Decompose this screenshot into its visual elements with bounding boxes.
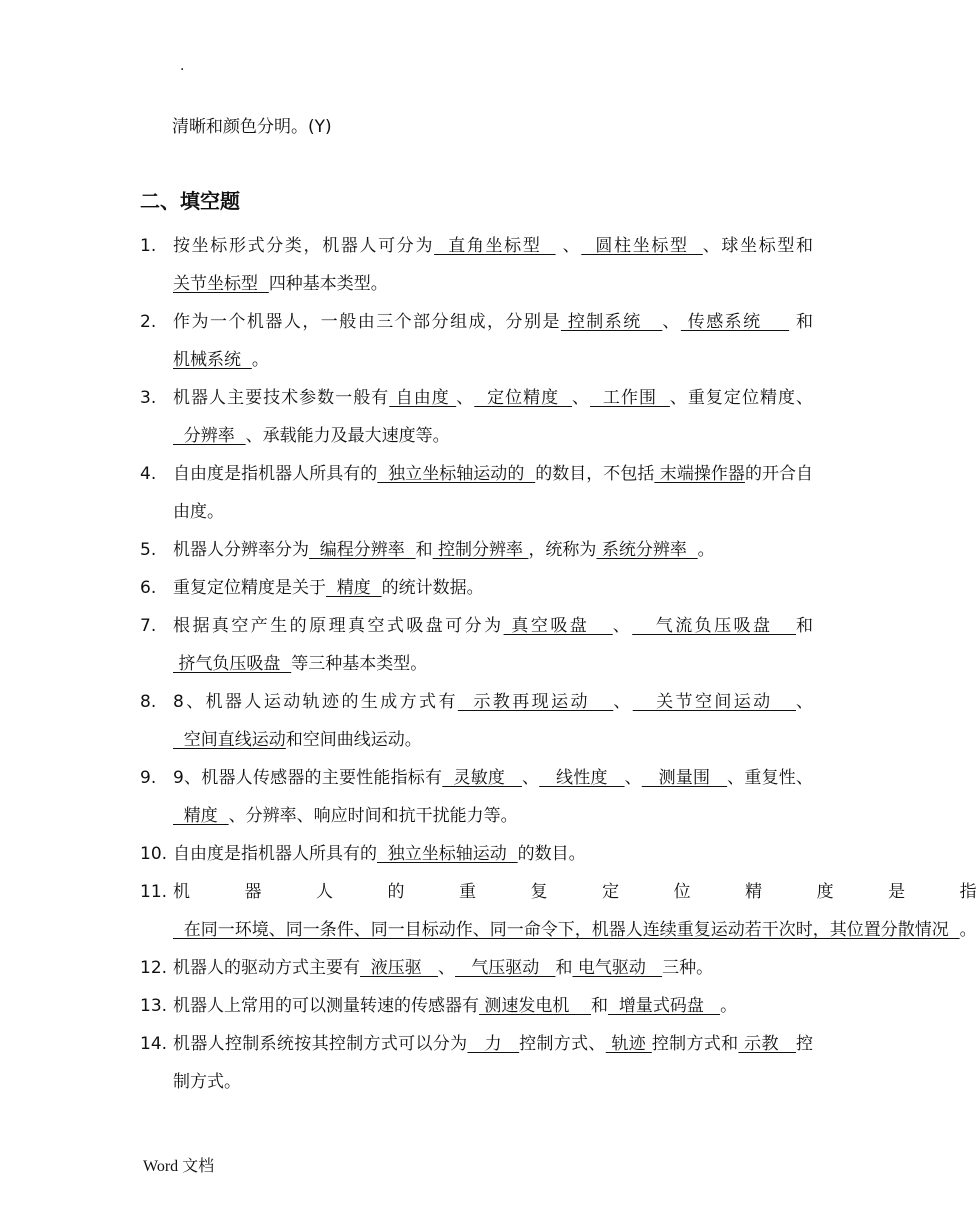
question-fragment: 控制方式和 xyxy=(651,1034,739,1054)
answer-blank: 示教再现运动 xyxy=(457,692,614,712)
question-fragment: 和 xyxy=(555,958,573,978)
answer-blank: 工作围 xyxy=(590,388,670,408)
question-number: 3. xyxy=(140,388,157,408)
question-text xyxy=(173,987,813,1025)
question-fragment: 机器人主要技术参数一般有 xyxy=(173,388,390,408)
question-number: 5. xyxy=(140,540,157,560)
section-heading: 二、填空题 xyxy=(140,189,240,213)
continuation-text: 清晰和颜色分明。(Y) xyxy=(172,117,332,137)
answer-blank: 圆柱坐标型 xyxy=(581,236,703,256)
answer-blank: 测速发电机 xyxy=(479,996,592,1016)
question-text xyxy=(173,1025,813,1101)
question-fragment: 。 xyxy=(959,920,977,940)
question-fragment: 、 xyxy=(456,388,475,408)
question-text xyxy=(173,873,977,949)
question-fragment: 机器人控制系统按其控制方式可以分为 xyxy=(173,1034,468,1054)
answer-blank: 增量式码盘 xyxy=(608,996,721,1016)
answer-blank: 独立坐标轴运动 xyxy=(377,844,518,864)
question-fragment: 按坐标形式分类，机器人可分为 xyxy=(173,236,435,256)
question-fragment: 。 xyxy=(720,996,738,1016)
answer-blank: 关节坐标型 xyxy=(173,274,269,294)
question-fragment: 、 xyxy=(521,768,540,788)
question-fragment: 、重复性、 xyxy=(727,768,813,788)
question-number: 8. xyxy=(140,692,157,712)
question-text xyxy=(173,227,813,303)
question-fragment: 、 xyxy=(624,768,642,788)
question-text xyxy=(173,531,813,569)
question-fragment: 等三种基本类型。 xyxy=(291,654,428,674)
question-item xyxy=(140,949,813,987)
answer-blank: 空间直线运动 xyxy=(173,730,286,750)
question-item xyxy=(140,1025,813,1101)
answer-blank: 定位精度 xyxy=(474,388,573,408)
question-number: 2. xyxy=(140,312,157,332)
question-item xyxy=(140,835,813,873)
question-fragment: 、 xyxy=(662,312,681,332)
question-text xyxy=(173,683,813,759)
question-text xyxy=(173,835,813,873)
answer-blank: 分辨率 xyxy=(173,426,246,446)
question-fragment: 三种。 xyxy=(662,958,714,978)
question-fragment: 控制方式。 xyxy=(173,1034,813,1092)
page-footer: Word 文档 xyxy=(143,1158,215,1175)
answer-blank: 真空吸盘 xyxy=(503,616,613,636)
question-number: 13. xyxy=(140,996,168,1016)
question-fragment: 、 xyxy=(613,692,633,712)
question-fragment: 和 xyxy=(789,312,814,332)
question-text xyxy=(173,759,813,835)
question-item xyxy=(140,379,813,455)
answer-blank: 系统分辨率 xyxy=(596,540,698,560)
question-fragment: 、分辨率、响应时间和抗干扰能力等。 xyxy=(228,806,518,826)
question-number: 9. xyxy=(140,768,157,788)
question-fragment: 、 xyxy=(572,388,591,408)
question-text xyxy=(173,303,813,379)
question-fragment: 、球坐标型和 xyxy=(702,236,814,256)
question-fragment: 机器人上常用的可以测量转速的传感器有 xyxy=(173,996,479,1016)
answer-blank: 气压驱动 xyxy=(455,958,556,978)
question-fragment: 根据真空产生的原理真空式吸盘可分为 xyxy=(173,616,504,636)
question-item xyxy=(140,303,813,379)
answer-blank: 关节空间运动 xyxy=(632,692,796,712)
answer-blank: 轨迹 xyxy=(605,1034,652,1054)
question-number: 4. xyxy=(140,464,157,484)
answer-blank: 控制分辨率 xyxy=(432,540,529,560)
question-fragment: 、 xyxy=(795,692,813,712)
question-fragment: 的数目，不包括 xyxy=(535,464,655,484)
question-item xyxy=(140,227,813,303)
answer-blank: 机械系统 xyxy=(173,350,252,370)
question-item xyxy=(140,759,813,835)
question-text xyxy=(173,569,813,607)
question-item xyxy=(140,569,813,607)
answer-blank: 气流负压吸盘 xyxy=(632,616,796,636)
question-item xyxy=(140,683,813,759)
answer-blank: 灵敏度 xyxy=(442,768,522,788)
answer-blank: 电气驱动 xyxy=(572,958,663,978)
question-list xyxy=(140,227,977,1101)
answer-blank: 示教 xyxy=(738,1034,796,1054)
question-fragment: 、 xyxy=(555,236,582,256)
question-fragment: ，统称为 xyxy=(528,540,597,560)
question-item xyxy=(140,987,813,1025)
question-item xyxy=(140,607,813,683)
question-item xyxy=(140,873,977,949)
question-fragment: 和 xyxy=(796,616,813,636)
answer-blank: 控制系统 xyxy=(560,312,663,332)
question-fragment: 自由度是指机器人所具有的 xyxy=(173,464,378,484)
question-fragment: 自由度是指机器人所具有的 xyxy=(173,844,377,864)
question-fragment: 8、机器人运动轨迹的生成方式有 xyxy=(173,692,458,712)
answer-blank: 传感系统 xyxy=(680,312,790,332)
answer-blank: 挤气负压吸盘 xyxy=(173,654,292,674)
question-fragment: 的统计数据。 xyxy=(381,578,484,598)
question-number: 1. xyxy=(140,236,157,256)
answer-blank: 自由度 xyxy=(389,388,457,408)
question-fragment: 、重复定位精度、 xyxy=(669,388,814,408)
question-fragment: 机器人分辨率分为 xyxy=(173,540,309,560)
answer-blank: 测量围 xyxy=(641,768,728,788)
answer-blank: 编程分辨率 xyxy=(309,540,416,560)
question-text xyxy=(173,455,813,531)
question-fragment: 。 xyxy=(697,540,715,560)
answer-blank: 独立坐标轴运动的 xyxy=(377,464,536,484)
question-fragment: 作为一个机器人，一般由三个部分组成，分别是 xyxy=(173,312,561,332)
question-fragment: 的开合自由度。 xyxy=(173,464,814,522)
question-fragment: 和 xyxy=(415,540,433,560)
question-fragment: 控制方式、 xyxy=(519,1034,606,1054)
question-number: 7. xyxy=(140,616,157,636)
question-item xyxy=(140,531,813,569)
question-number: 10. xyxy=(140,844,168,864)
question-number: 12. xyxy=(140,958,168,978)
top-dot: . xyxy=(180,58,185,74)
answer-blank: 力 xyxy=(467,1034,520,1054)
question-fragment: 和 xyxy=(591,996,609,1016)
question-fragment: 、 xyxy=(612,616,633,636)
question-fragment: 四种基本类型。 xyxy=(268,274,388,294)
answer-blank: 在同一环境、同一条件、同一目标动作、同一命令下，机器人连续重复运动若干次时，其位置分散情况 xyxy=(173,920,960,940)
question-number: 6. xyxy=(140,578,157,598)
question-text xyxy=(173,607,813,683)
question-fragment: 的数目。 xyxy=(517,844,586,864)
answer-blank: 液压驱 xyxy=(360,958,439,978)
question-fragment: 9、机器人传感器的主要性能指标有 xyxy=(173,768,443,788)
question-fragment: 重复定位精度是关于 xyxy=(173,578,326,598)
question-fragment: 和空间曲线运动。 xyxy=(285,730,422,750)
answer-blank: 末端操作器 xyxy=(654,464,745,484)
question-fragment: 机器人的重复定位精度是指 xyxy=(173,882,977,902)
question-text xyxy=(173,949,813,987)
answer-blank: 精度 xyxy=(326,578,382,598)
question-number: 14. xyxy=(140,1034,168,1054)
answer-blank: 精度 xyxy=(173,806,229,826)
question-fragment: 、 xyxy=(438,958,456,978)
question-fragment: 机器人的驱动方式主要有 xyxy=(173,958,360,978)
question-text xyxy=(173,379,813,455)
question-number: 11. xyxy=(140,882,168,902)
question-item xyxy=(140,455,813,531)
answer-blank: 直角坐标型 xyxy=(434,236,556,256)
question-fragment: 、承载能力及最大速度等。 xyxy=(245,426,450,446)
answer-blank: 线性度 xyxy=(539,768,625,788)
question-fragment: 。 xyxy=(251,350,269,370)
